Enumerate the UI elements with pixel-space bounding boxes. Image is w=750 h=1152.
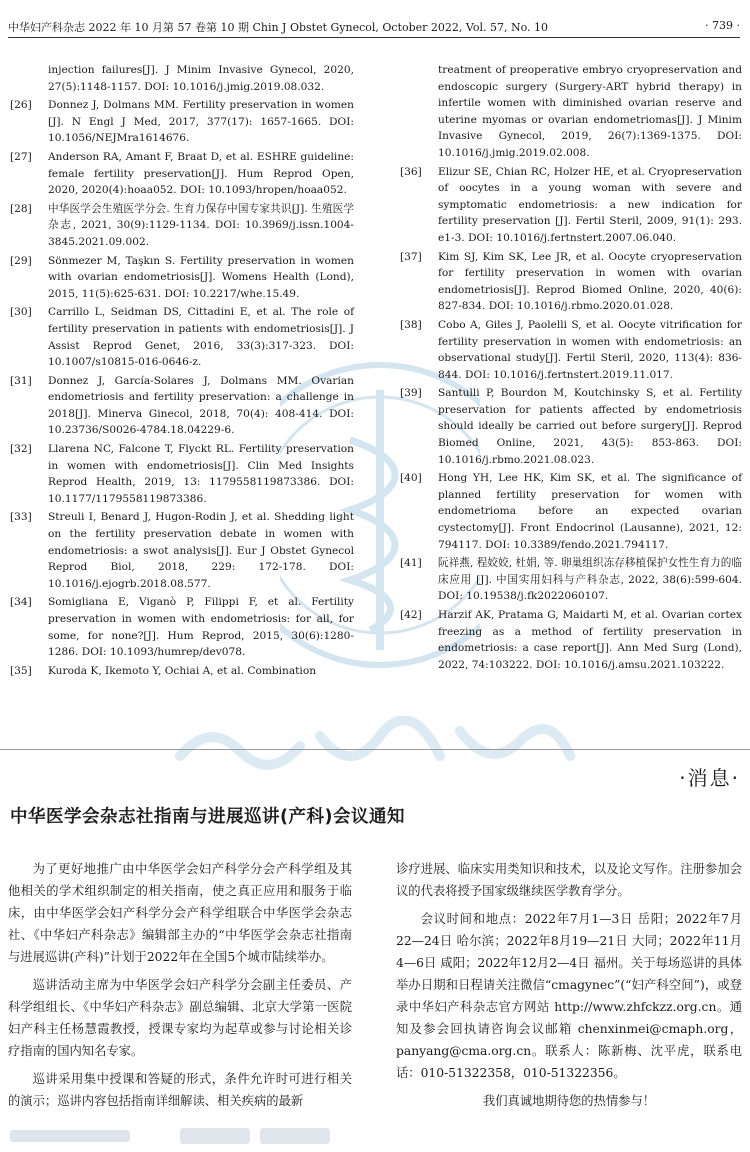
reference-text: Santulli P, Bourdon M, Koutchinsky S, et al. Fertility preservation for patients affected by endometriosis should ideally be carried out before surgery[J]. Reprod Biomed Online, 2021, 43(5): 853-863. DOI: 10.1016/j.rbmo.2021.08.023. [438, 387, 742, 466]
reference-text: Elizur SE, Chian RC, Holzer HE, et al. Cryopreservation of oocytes in a young woman with severe and symptomatic endometriosis: a new indication for fertility preservation [J]. Fertil Steril, 2009, 91(1): 293. e1-3. DOI: 10.1016/j.fertnstert.2007.06.040. [438, 165, 742, 244]
reference-entry [10, 149, 354, 199]
reference-entry [400, 249, 742, 315]
section-divider [0, 749, 750, 750]
reference-text: Cobo A, Giles J, Paolelli S, et al. Oocyte vitrification for fertility preservation in women with endometriosis: an observational study[J]. Fertil Steril, 2020, 113(4): 836-844. DOI: 10.1016/j.fertnstert.2019.11.017. [438, 318, 742, 381]
reference-entry [10, 594, 354, 660]
reference-text: Somigliana E, Viganò P, Filippi F, et al. Fertility preservation in women with endometriosis: for all, for some, for none?[J]. Hum Reprod, 2015, 30(6):1280-1286. DOI: 10.1093/humrep/dev078. [48, 596, 354, 659]
notice-left-column [8, 858, 352, 1118]
notice-paragraph: 我们真诚地期待您的热情参与！ [482, 1094, 656, 1108]
reference-number: [40] [400, 472, 422, 485]
reference-entry [400, 62, 742, 162]
notice-right-column [396, 858, 742, 1118]
reference-text: Sönmezer M, Taşkın S. Fertility preservation in women with ovarian endometriosis[J]. Womens Health (Lond), 2015, 11(5):625-631. DOI: 10.2217/whe.15.49. [48, 254, 354, 300]
calligraphy-watermark [170, 716, 580, 786]
reference-number: [39] [400, 387, 422, 400]
reference-number: [32] [10, 443, 32, 456]
reference-text: Carrillo L, Seidman DS, Cittadini E, et al. The role of fertility preservation in patients with endometriosis[J]. J Assist Reprod Genet, 2016, 33(3):317-323. DOI: 10.1007/s10815-016-0646-z. [48, 306, 354, 369]
reference-text: Harzif AK, Pratama G, Maidarti M, et al. Ovarian cortex freezing as a method of fertility preservation in endometriosis: a case report[J]. Ann Med Surg (Lond), 2022, 74:103222. DOI: 10.1016/j.amsu.2021.103222. [438, 609, 742, 671]
reference-text: treatment of preoperative embryo cryopreservation and endoscopic surgery (Surgery-ART hybrid therapy) in infertile women with diminished ovarian reserve and uterine myomas or ovarian endometriomas[J]. J Minim Invasive Gynecol, 2019, 26(7):1369-1375. DOI: 10.1016/j.jmig.2019.02.008. [438, 64, 742, 159]
references-right-column [400, 62, 742, 675]
page-header [8, 16, 740, 38]
notice-paragraph: 巡讲采用集中授课和答疑的形式，条件允许时可进行相关的演示；巡讲内容包括指南详细解读、相关疾病的最新 [8, 1072, 352, 1108]
notice-title: 中华医学会杂志社指南与进展巡讲(产科)会议通知 [10, 807, 405, 827]
notice-paragraph: 会议时间和地点：2022年7月1—3日 岳阳；2022年7月22—24日 哈尔滨；2022年8月19—21日 大同；2022年11月4—6日 咸阳；2022年12月2—4日 福州。关于每场巡讲的具体举办日期和日程请关注微信“cmagynec”(“妇产科空间”)，或登录中华妇产科杂志官方网站 http://www.zhfckzz.org.cn。通知及参会回执请咨询会议邮箱 chenxinmei@cmaph.org，panyang@cma.org.cn。联系人：陈新梅、沈平虎，联系电话：010-51322358，010-51322356。 [396, 912, 742, 1080]
reference-number: [26] [10, 99, 32, 112]
reference-entry [10, 441, 354, 507]
reference-text: Llarena NC, Falcone T, Flyckt RL. Fertility preservation in women with endometriosis[J]. Clin Med Insights Reprod Health, 2019, 13: 1179558119873386. DOI: 10.1177/1179558119873386. [48, 443, 354, 505]
reference-text: Donnez J, Dolmans MM. Fertility preservation in women [J]. N Engl J Med, 2017, 377(17): 1657-1665. DOI: 10.1056/NEJMra1614676. [48, 99, 354, 145]
publisher-footer-watermark [10, 1126, 350, 1146]
reference-entry [400, 164, 742, 247]
reference-text: Kim SJ, Kim SK, Lee JR, et al. Oocyte cryopreservation for fertility preservation in women with ovarian endometriosis[J]. Reprod Biomed Online, 2020, 40(6): 827-834. DOI: 10.1016/j.rbmo.2020.01.028. [438, 250, 742, 313]
reference-number: [37] [400, 250, 422, 263]
reference-entry [10, 663, 354, 680]
reference-text: 阮祥燕, 程姣姣, 杜娟, 等. 卵巢组织冻存移植保护女性生育力的临床应用 [J]. 中国实用妇科与产科杂志, 2022, 38(6):599-604. DOI: 10.19538/j.fk2022060107. [438, 557, 742, 603]
reference-entry [10, 373, 354, 439]
notice-paragraph: 诊疗进展、临床实用类知识和技术，以及论文写作。注册参加会议的代表将授予国家级继续医学教育学分。 [396, 862, 742, 898]
reference-text: injection failures[J]. J Minim Invasive Gynecol, 2020, 27(5):1148-1157. DOI: 10.1016/j.jmig.2019.08.032. [48, 64, 354, 93]
reference-number: [31] [10, 374, 32, 387]
reference-number: [36] [400, 165, 422, 178]
reference-entry [10, 62, 354, 95]
reference-entry [400, 555, 742, 605]
reference-entry [10, 304, 354, 370]
notice-paragraph: 巡讲活动主席为中华医学会妇产科学分会副主任委员、产科学组组长、《中华妇产科杂志》副总编辑、北京大学第一医院妇产科主任杨慧霞教授，授课专家均为起草或参与讨论相关诊疗指南的国内知名专家。 [8, 978, 352, 1058]
reference-text: Donnez J, García-Solares J, Dolmans MM. Ovarian endometriosis and fertility preservation: a challenge in 2018[J]. Minerva Ginecol, 2018, 70(4): 408-414. DOI: 10.23736/S0026-4784.18.04229-6. [48, 374, 354, 437]
reference-text: 中华医学会生殖医学分会. 生育力保存中国专家共识[J]. 生殖医学杂志, 2021, 30(9):1129-1134. DOI: 10.3969/j.issn.1004-3845.2021.09.002. [48, 202, 354, 248]
reference-number: [42] [400, 609, 422, 621]
reference-text: Kuroda K, Ikemoto Y, Ochiai A, et al. Combination [48, 664, 317, 677]
notice-paragraph: 为了更好地推广由中华医学会妇产科学分会产科学组及其他相关的学术组织制定的相关指南，使之真正应用和服务于临床，由中华医学会妇产科学分会产科学组联合中华医学会杂志社、《中华妇产科杂志》编辑部主办的“中华医学会杂志社指南与进展巡讲(产科)”计划于2022年在全国5个城市陆续举办。 [8, 862, 352, 964]
reference-number: [38] [400, 318, 422, 331]
header-rule [8, 37, 740, 38]
reference-number: [34] [10, 596, 32, 609]
news-section-label: ·消息· [679, 766, 740, 790]
reference-entry [10, 253, 354, 303]
reference-number: [27] [10, 150, 32, 163]
reference-entry [10, 201, 354, 251]
reference-number: [35] [10, 664, 32, 677]
journal-running-title: 中华妇产科杂志 2022 年 10 月第 57 卷第 10 期 Chin J Obstet Gynecol, October 2022, Vol. 57, No. 10 [8, 21, 549, 34]
page-number: · 739 · [705, 19, 740, 32]
reference-entry [400, 385, 742, 468]
reference-number: [28] [10, 202, 32, 215]
reference-number: [30] [10, 306, 32, 319]
reference-entry [400, 607, 742, 673]
references-left-column [10, 62, 354, 681]
reference-text: Hong YH, Lee HK, Kim SK, et al. The significance of planned fertility preservation for women with endometrioma before an expected ovarian cystectomy[J]. Front Endocrinol (Lausanne), 2021, 12: 794117. DOI: 10.3389/fendo.2021.794117. [438, 472, 742, 551]
reference-entry [400, 470, 742, 553]
reference-text: Streuli I, Benard J, Hugon-Rodin J, et al. Shedding light on the fertility preservation debate in women with endometriosis: a swot analysis[J]. Eur J Obstet Gynecol Reprod Biol, 2018, 229: 172-178. DOI: 10.1016/j.ejogrb.2018.08.577. [48, 511, 354, 590]
reference-number: [29] [10, 254, 32, 267]
reference-text: Anderson RA, Amant F, Braat D, et al. ESHRE guideline: female fertility preservation[J]. Hum Reprod Open, 2020, 2020(4):hoaa052. DOI: 10.1093/hropen/hoaa052. [48, 150, 354, 197]
reference-number: [41] [400, 557, 422, 570]
reference-number: [33] [10, 511, 32, 524]
reference-entry [10, 97, 354, 147]
reference-entry [400, 317, 742, 383]
reference-entry [10, 509, 354, 592]
